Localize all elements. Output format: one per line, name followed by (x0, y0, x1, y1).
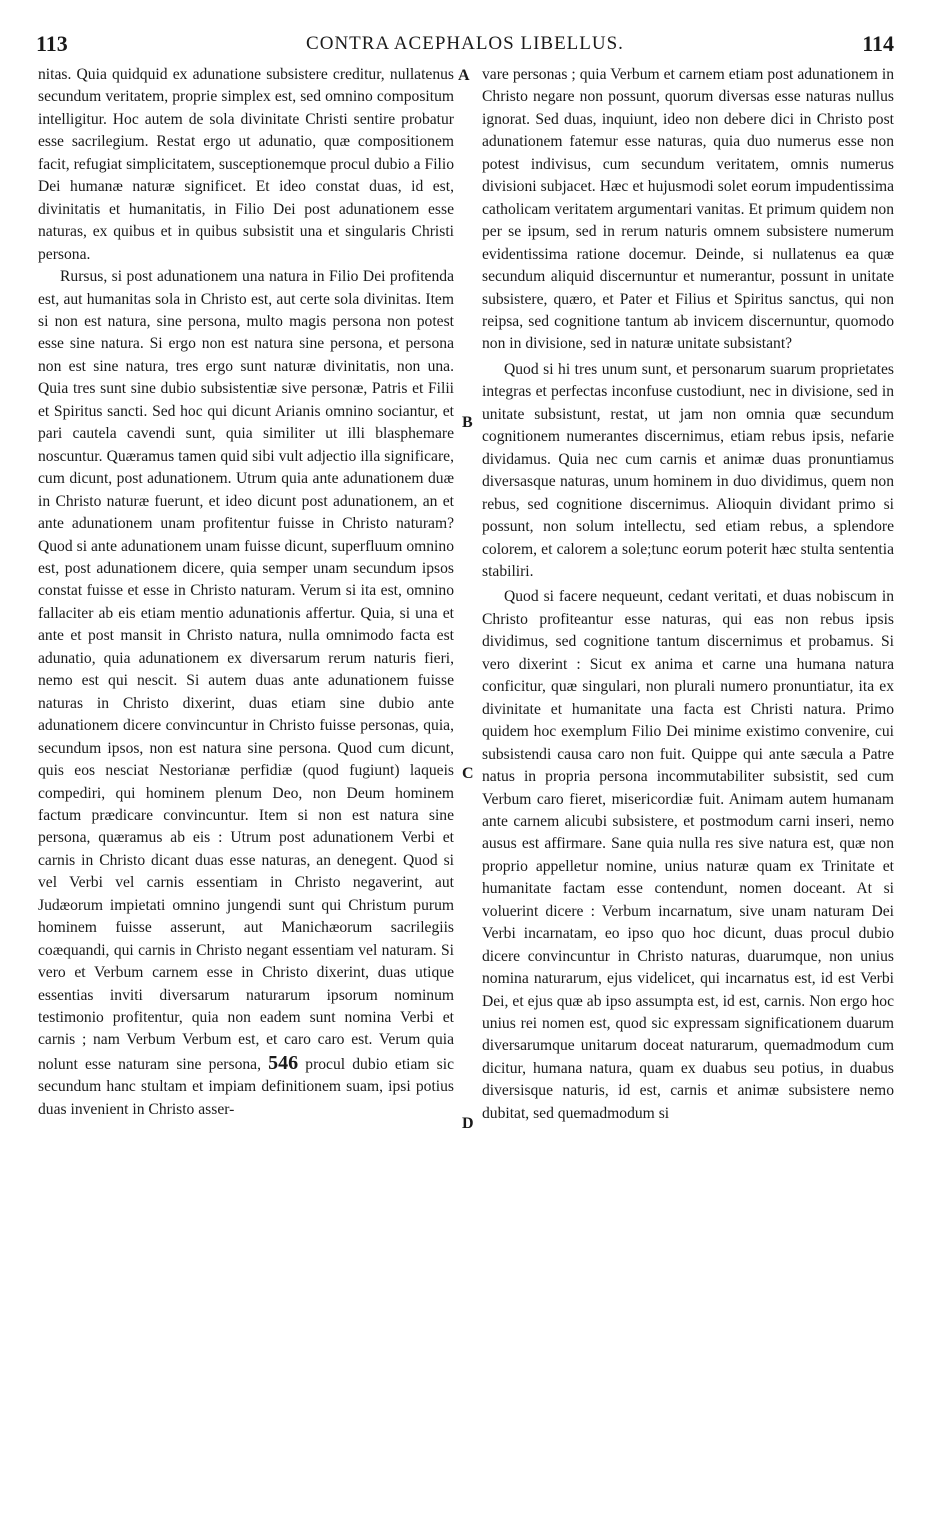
left-paragraph-2-text: Rursus, si post adunationem una natura in Filio Dei profitenda est, aut humanitas sola in Christo est, aut certe sola divinitas. Item si non est natura, sine persona, multo magis persona non potest esse sine natura. Si ergo non est natura sine persona, et persona non est sine natura, tres ergo sunt naturæ divinitatis, non una. Quia tres sunt sine dubio subsistentiæ sive personæ, Patris et Filii et Spiritus sancti. Sed hoc qui dicunt Arianis omnino sociantur, et pari cautela cavendi sunt, quia similiter ut illi blasphemare noscuntur. Quæramus tamen quid sibi vult adjectio illa significare, cum dicunt, post adunationem. Utrum quia ante adunationem duæ in Christo naturæ fuerunt, et ideo dicunt post adunationem, an et ante adunationem unam profitentur fuisse in Christo naturam? Quod si ante adunationem unam fuisse dicunt, superfluum omnino est, post adunationem dicere, quia semper unam secundum ipsos constat fuisse et esse in Christo naturam. Verum si ita est, omnino fallaciter ab eis etiam mentio adunationis affertur. Quia, si una et ante et post mansit in Christo natura, nulla omnimodo facta est adunatio, quia adunationem ex diversarum rerum naturis fieri, nemo est qui nescit. Si autem duas ante adunationem fuisse naturas in Christo dixerint, duas etiam sine dubio ante adunationem dicere convincuntur in Christo fuisse personas, quia, secundum ipsos, non est natura sine persona. Quod cum dicunt, quis eos nesciat Nestorianæ perfidiæ (quod fugiunt) laqueis compediri, qui hominem plenum Deo, non Deum hominem factum prædicare convincuntur. Item si non est natura sine persona, quæramus ab eis : Utrum post adunationem Verbi et carnis in Christo dicant duas esse naturas, an denegent. Quod si vel Verbi vel carnis essentiam in Christo negaverint, aut Judæorum impietati omnino jungendi sunt qui Christum purum hominem fuisse asserunt, aut Manichæorum sacrilegiis coæquandi, qui carnis in Christo negant essentiam vel naturam. Si vero et Verbum carnem esse in Christo dixerint, duas utique essentias inviti diversarum naturarum ipsorum nominum testimonio profitentur, quia non eadem sunt nomina Verbi et carnis ; nam Verbum Verbum est, et caro caro est. Verum quia nolunt esse naturam sine persona, (38, 268, 454, 1073)
running-title: CONTRA ACEPHALOS LIBELLUS. (306, 33, 624, 54)
running-header (0, 31, 930, 61)
left-column (38, 64, 454, 1121)
margin-marker-d: D (462, 1115, 474, 1132)
right-column (482, 64, 894, 1125)
right-paragraph-1: vare personas ; quia Verbum et carnem etiam post adunationem in Christo negare non possunt, quorum diversas esse naturas nullus ignorat. Sed duas, inquiunt, ideo non debere dici in Christo post adunationem fatemur esse naturas, quia duo numerus esse non potest indivisus, cum secundum veritatem, omnis numerus divisioni subjacet. Hæc et hujusmodi solet eorum impudentissima catholicam veritatem argumentari vanitas. Et primum quidem non per se ipsum, sed in rerum naturis omnem subsistere numerum evidentissima ratione docemur. Deinde, si nullatenus ea quæ secundum aliquid discernuntur et numerantur, possunt in unitate subsistere, quæro, et Pater et Filius et Spiritus sanctus, qui non reipsa, sed cognitione tantum ab invicem discernuntur, quomodo non in divisione, sed in naturæ unitate subsistant? (482, 66, 894, 353)
page-number-right: 114 (862, 31, 894, 56)
margin-marker-b: B (462, 414, 473, 431)
margin-marker-c: C (462, 765, 474, 782)
signature-mark: 546 (268, 1051, 299, 1074)
right-paragraph-3: Quod si facere nequeunt, cedant veritati, et duas nobiscum in Christo profiteantur esse naturas, qui eas non rebus ipsis dividimus, sed cognitione tantum discernimus et probamus. Si vero dixerint : Sicut ex anima et carne una humana natura conficitur, quæ singulari, non plurali numero pronuntiatur, ita ex divinitate et humanitate una facta est Christi natura. Primo quidem hoc exemplum Filio Dei minime existimo convenire, cui subsistendi causa caro non fuit. Quippe qui ante sæcula a Patre natus in propria persona incommutabiliter subsistit, sed cum Verbum caro fieret, misericordiæ fuit. Animam autem humanam ante carnem alicubi subsistere, et postmodum carni inseri, nemo ausus est affirmare. Sane quia nulla res sive natura est, quæ non proprio appelletur nomine, unius naturæ quam ex Trinitate et humanitate factam esse contendunt, nomen doceant. At si voluerint dicere : Verbum incarnatum, sive unam naturam Dei Verbi incarnatam, eo ipso quo hoc dicunt, duas procul dubio dicere convincuntur in Christo naturas, duarumque, non unius nomina naturarum, ejus videlicet, qui incarnatus est, id est Verbi Dei, et ejus quæ ab ipso assumpta est, id est, carnis. Non ergo hoc unius rei nomen est, quod sic expressam significationem duarum diversarumque unitarum doceat naturarum, quemadmodum cum dicitur, humana natura, quam ex duabus seu potius, in duabus diversisque naturis, id est, carnis et animæ subsistere nemo dubitat, sed quemadmodum si (482, 588, 894, 1122)
margin-marker-a: A (458, 67, 470, 84)
left-paragraph-2-end: procul dubio etiam sic secundum hanc stultam et impiam definitionem suam, ipsi potius duas invenient in Christo asser- (38, 1055, 454, 1118)
right-paragraph-2: Quod si hi tres unum sunt, et personarum suarum proprietates integras et perfectas inconfuse custodiunt, nec in divisione, sed in unitate subsistunt, restat, ut jam non omnia quæ secundum cognitionem numerantes discernimus, etiam rebus ipsis, nefarie dividamus. Quia nec cum carnis et animæ duas pronuntiamus diversasque naturas, unum hominem in duo dividimus, quem non rebus, sed cognitione discernimus. Alioquin dividant primo si possunt, non solum intellectu, sed etiam rebus, a splendore colorem, et calorem a sole;tunc eorum poterit hæc stulta sententia stabiliri. (482, 360, 894, 580)
left-paragraph-1: nitas. Quia quidquid ex adunatione subsistere creditur, nullatenus secundum veritatem, proprie simplex est, sed omnino compositum intelligitur. Hoc autem de sola divinitate Christi sentire probatur esse sacrilegium. Restat ergo ut adunatio, quæ compositionem facit, refugiat simplicitatem, susceptionemque procul dubio a Filio Dei humanæ naturæ significet. Et ideo constat duas, id est, divinitatis et humanitatis, in Filio Dei post adunationem esse naturas, ex quibus et in quibus subsistit una et singularis Christi persona. (38, 66, 454, 263)
page-number-left: 113 (36, 31, 68, 56)
left-paragraph-2 (38, 266, 454, 1121)
